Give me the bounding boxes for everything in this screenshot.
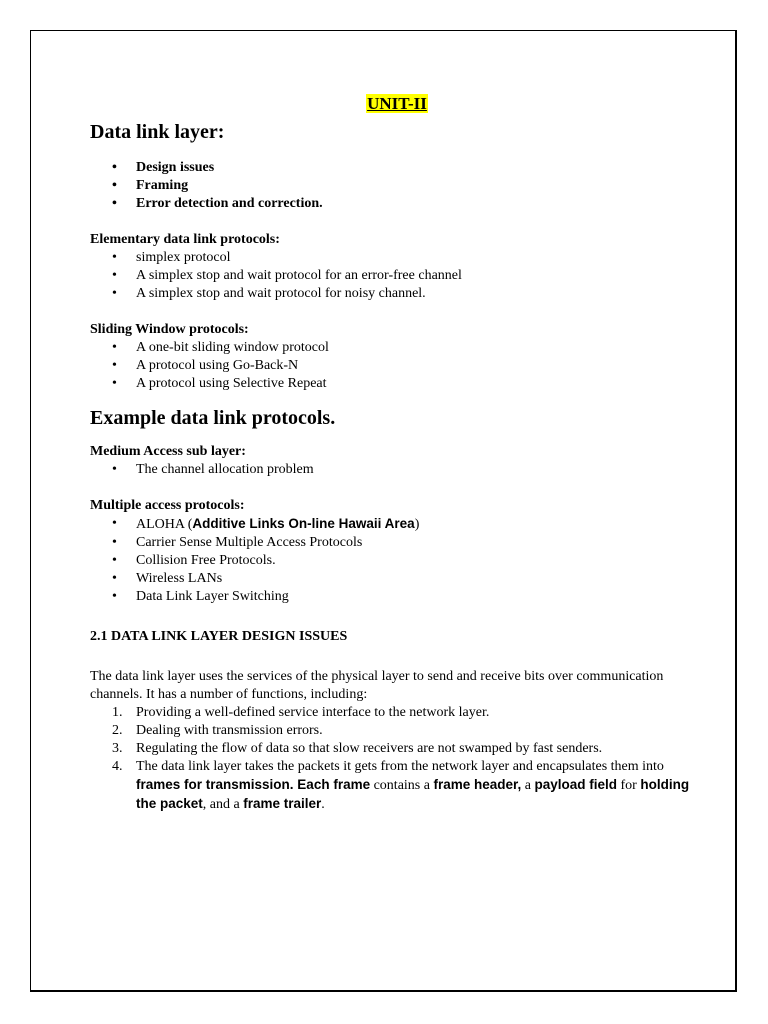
- functions-list: [90, 704, 690, 814]
- medium-access-list: [90, 461, 690, 479]
- list-item: 4. The data link layer takes the packets it gets from the network layer and encapsulates them into frames for transmission. Each frame contains a frame header, a payload field for holding the packet, and a frame trailer.: [112, 759, 690, 812]
- list-item: • Wireless LANs: [112, 571, 223, 586]
- heading-example-protocols: Example data link protocols.: [90, 407, 336, 429]
- elementary-protocols-list: [90, 249, 690, 303]
- dll-topics-list: [90, 159, 690, 213]
- list-item: • Data Link Layer Switching: [112, 589, 289, 604]
- unit-title: UNIT-II: [367, 94, 427, 113]
- list-item: 3. Regulating the flow of data so that slow receivers are not swamped by fast senders.: [112, 741, 603, 756]
- list-item: • A simplex stop and wait protocol for an error-free channel: [112, 268, 462, 283]
- sliding-window-list: [90, 339, 690, 393]
- heading-sliding-window: Sliding Window protocols:: [90, 322, 249, 337]
- heading-elementary-protocols: Elementary data link protocols:: [90, 232, 280, 247]
- section-title-2-1: 2.1 DATA LINK LAYER DESIGN ISSUES: [90, 629, 348, 644]
- list-item: • Error detection and correction.: [112, 196, 323, 211]
- list-item: • simplex protocol: [112, 250, 231, 265]
- list-item: 1. Providing a well-defined service interface to the network layer.: [112, 705, 490, 720]
- list-item: • Design issues: [112, 160, 215, 175]
- list-item: 2. Dealing with transmission errors.: [112, 723, 323, 738]
- list-item: • A protocol using Selective Repeat: [112, 376, 327, 391]
- multiple-access-list: [90, 515, 690, 606]
- heading-medium-access: Medium Access sub layer:: [90, 444, 246, 459]
- heading-data-link-layer: Data link layer:: [90, 121, 225, 143]
- list-item-aloha: • ALOHA (Additive Links On-line Hawaii Area): [112, 516, 420, 532]
- list-item: • A one-bit sliding window protocol: [112, 340, 329, 355]
- document-body: [90, 94, 690, 814]
- list-item: • Collision Free Protocols.: [112, 553, 276, 568]
- list-item: • Carrier Sense Multiple Access Protocols: [112, 535, 363, 550]
- heading-multiple-access: Multiple access protocols:: [90, 498, 245, 513]
- list-item: • Framing: [112, 178, 189, 193]
- list-item: • A protocol using Go-Back-N: [112, 358, 299, 373]
- section-intro-paragraph: The data link layer uses the services of the physical layer to send and receive bits over communication channels. It has a number of functions, including:: [90, 669, 664, 702]
- list-item: • The channel allocation problem: [112, 462, 314, 477]
- list-item: • A simplex stop and wait protocol for noisy channel.: [112, 286, 426, 301]
